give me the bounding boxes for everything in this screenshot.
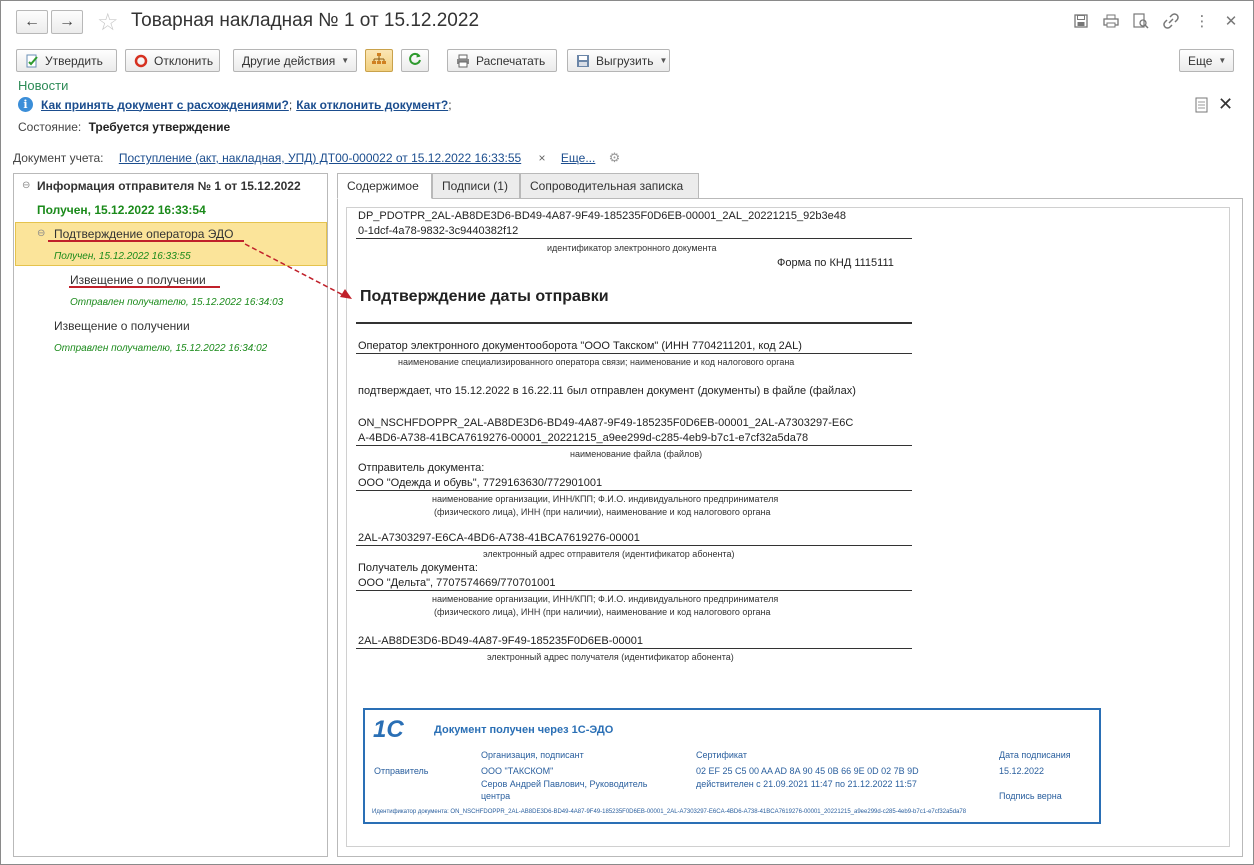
divider [356,322,912,324]
caption: электронный адрес отправителя (идентификатор абонента) [483,549,735,559]
state-label: Состояние: [18,120,82,134]
arrow-left-icon: ← [24,13,40,30]
tree-item-status: Получен, 15.12.2022 16:33:55 [54,251,191,262]
how-to-reject-link[interactable]: Как отклонить документ? [296,97,449,112]
approve-button[interactable] [16,49,117,72]
news-link[interactable]: Новости [18,78,69,93]
tree-item-operator-confirmation[interactable]: Подтверждение оператора ЭДО [54,227,234,241]
reject-button[interactable] [125,49,220,72]
help-links [18,97,452,112]
print-label: Распечатать [476,53,546,68]
receiver-address: 2AL-AB8DE3D6-BD49-4A87-9F49-185235F0D6EB-00001 [358,635,643,647]
tree-root-status: Получен, 15.12.2022 16:33:54 [37,203,206,217]
chevron-down-icon: ▼ [1218,56,1227,65]
accept-with-discrepancies-link[interactable]: Как принять документ с расхождениями? [41,97,289,112]
divider [356,238,912,239]
more-label: Еще [1188,53,1213,68]
divider [356,648,912,649]
sender-address: 2AL-A7303297-E6CA-4BD6-A738-41BCA7619276-00001 [358,532,640,544]
print-icon[interactable] [1102,12,1120,30]
file-id-line: 0-1dcf-4a78-9832-3c9440382f12 [358,225,519,237]
save-icon[interactable] [1072,12,1090,30]
divider [356,545,912,546]
stamp-col-date: Дата подписания [999,750,1071,760]
accounting-document-label: Документ учета: [13,151,104,165]
operator-line: Оператор электронного документооборота "ООО Такском" (ИНН 7704211201, код 2AL) [358,340,802,352]
approve-label: Утвердить [45,53,103,68]
stamp-date: 15.12.2022 [999,766,1045,776]
caption: наименование организации, ИНН/КПП; Ф.И.О. индивидуального предпринимателя [432,594,779,604]
document-heading: Подтверждение даты отправки [360,288,609,305]
favorite-star-icon[interactable]: ☆ [97,9,119,36]
stamp-cert-validity: действителен с 21.09.2021 11:47 по 21.12.2022 11:57 [696,779,917,789]
caption: наименование специализированного оператора связи; наименование и код налогового органа [398,357,795,367]
reject-icon [134,54,148,68]
chevron-down-icon: ▼ [659,56,668,65]
tree-item-receipt-notice[interactable]: Извещение о получении [70,273,206,287]
state-value: Требуется утверждение [88,120,231,134]
collapse-icon[interactable]: ⊖ [22,180,31,191]
caption: (физического лица), ИНН (при наличии), наименование и код налогового органа [434,507,771,517]
other-actions-dropdown[interactable] [233,49,357,72]
caption: наименование организации, ИНН/КПП; Ф.И.О. индивидуального предпринимателя [432,494,779,504]
caption: (физического лица), ИНН (при наличии), наименование и код налогового органа [434,607,771,617]
stamp-org: ООО "ТАКСКОМ" [481,766,554,776]
accounting-more-link[interactable]: Еще... [560,151,596,165]
export-dropdown[interactable] [567,49,670,72]
collapse-icon[interactable]: ⊖ [37,228,46,239]
other-actions-label: Другие действия [242,53,336,68]
document-tree [13,173,328,857]
accounting-document-link[interactable]: Поступление (акт, накладная, УПД) ДТ00-000022 от 15.12.2022 16:33:55 [118,151,522,165]
chevron-down-icon: ▼ [341,56,350,65]
separator: ; [288,97,293,112]
caption: идентификатор электронного документа [547,243,717,253]
preview-icon[interactable] [1132,12,1150,30]
caption: электронный адрес получателя (идентификатор абонента) [487,652,734,662]
divider [356,353,912,354]
filename-line: ON_NSCHFDOPPR_2AL-AB8DE3D6-BD49-4A87-9F49-185235F0D6EB-00001_2AL-A7303297-E6C [358,417,854,429]
refresh-button[interactable] [401,49,429,72]
tab-cover-note[interactable]: Сопроводительная записка [520,173,699,199]
divider [356,490,912,491]
print-button[interactable] [447,49,557,72]
tab-content[interactable]: Содержимое [337,173,432,199]
export-icon [576,54,590,68]
document-icon[interactable] [1195,97,1209,116]
edo-stamp [363,708,1101,824]
stamp-col-cert: Сертификат [696,750,747,760]
link-icon[interactable] [1162,12,1180,30]
tab-signatures[interactable]: Подписи (1) [432,173,520,199]
title-bar [1,1,1253,43]
stamp-signer: Серов Андрей Павлович, Руководитель [481,779,648,789]
arrow-right-icon: → [59,13,75,30]
receiver-value: ООО "Дельта", 7707574669/770701001 [358,577,556,589]
stamp-row-label: Отправитель [374,766,429,776]
file-id-line: DP_PDOTPR_2AL-AB8DE3D6-BD49-4A87-9F49-185235F0D6EB-00001_2AL_20221215_92b3e48 [358,210,846,222]
stamp-cert: 02 EF 25 C5 00 AA AD 8A 90 45 0B 66 9E 0D 02 7B 9D [696,766,919,776]
more-menu-icon[interactable]: ⋮ [1194,13,1210,30]
stamp-col-org: Организация, подписант [481,750,584,760]
stamp-signer: центра [481,791,511,801]
info-icon: i [18,97,33,112]
hierarchy-icon [371,52,387,69]
forward-button[interactable] [51,10,83,34]
stamp-doc-id: Идентификатор документа: ON_NSCHFDOPPR_2AL-AB8DE3D6-BD49-4A87-9F49-185235F0D6EB-00001_2AL-A7303297-E6CA-4BD6-A738-41BCA7619276-00001_20221215_a9ee299d-c285-4eb9-b7c1-e7cf32a5da78 [372,809,967,815]
tree-item-status: Отправлен получателю, 15.12.2022 16:34:02 [54,343,268,354]
more-dropdown[interactable] [1179,49,1234,72]
printer-icon [456,54,470,68]
reject-label: Отклонить [154,53,214,68]
receiver-label: Получатель документа: [358,562,478,574]
approve-icon [25,54,39,68]
back-button[interactable] [16,10,48,34]
divider [356,590,912,591]
tree-item-receipt-notice[interactable]: Извещение о получении [54,319,190,333]
sender-value: ООО "Одежда и обувь", 7729163630/772901001 [358,477,603,489]
accounting-document-row [13,150,620,166]
confirms-line: подтверждает, что 15.12.2022 в 16.22.11 был отправлен документ (документы) в файле (файлах) [358,385,856,397]
tree-item-status: Отправлен получателю, 15.12.2022 16:34:03 [70,297,284,308]
state-row [18,120,230,134]
filename-line: A-4BD6-A738-41BCA7619276-00001_20221215_a9ee299d-c285-4eb9-b7c1-e7cf32a5da78 [358,432,809,444]
close-icon[interactable]: ✕ [1224,13,1238,30]
form-code: Форма по КНД 1115111 [777,257,894,269]
clear-icon[interactable]: × [538,151,546,165]
close-help-icon[interactable]: ✕ [1218,94,1234,114]
stamp-heading: Документ получен через 1С-ЭДО [434,724,614,736]
stamp-sign-ok: Подпись верна [999,791,1062,801]
gear-icon[interactable]: ⚙ [608,150,621,165]
refresh-icon [408,52,422,69]
window-title: Товарная накладная № 1 от 15.12.2022 [131,10,480,31]
tree-root-title[interactable]: Информация отправителя № 1 от 15.12.2022 [37,179,301,193]
structure-button[interactable] [365,49,393,72]
sender-label: Отправитель документа: [358,462,485,474]
1c-logo-icon: 1С [373,716,404,743]
export-label: Выгрузить [596,53,654,68]
caption: наименование файла (файлов) [570,449,703,459]
separator: ; [448,97,452,112]
divider [356,445,912,446]
